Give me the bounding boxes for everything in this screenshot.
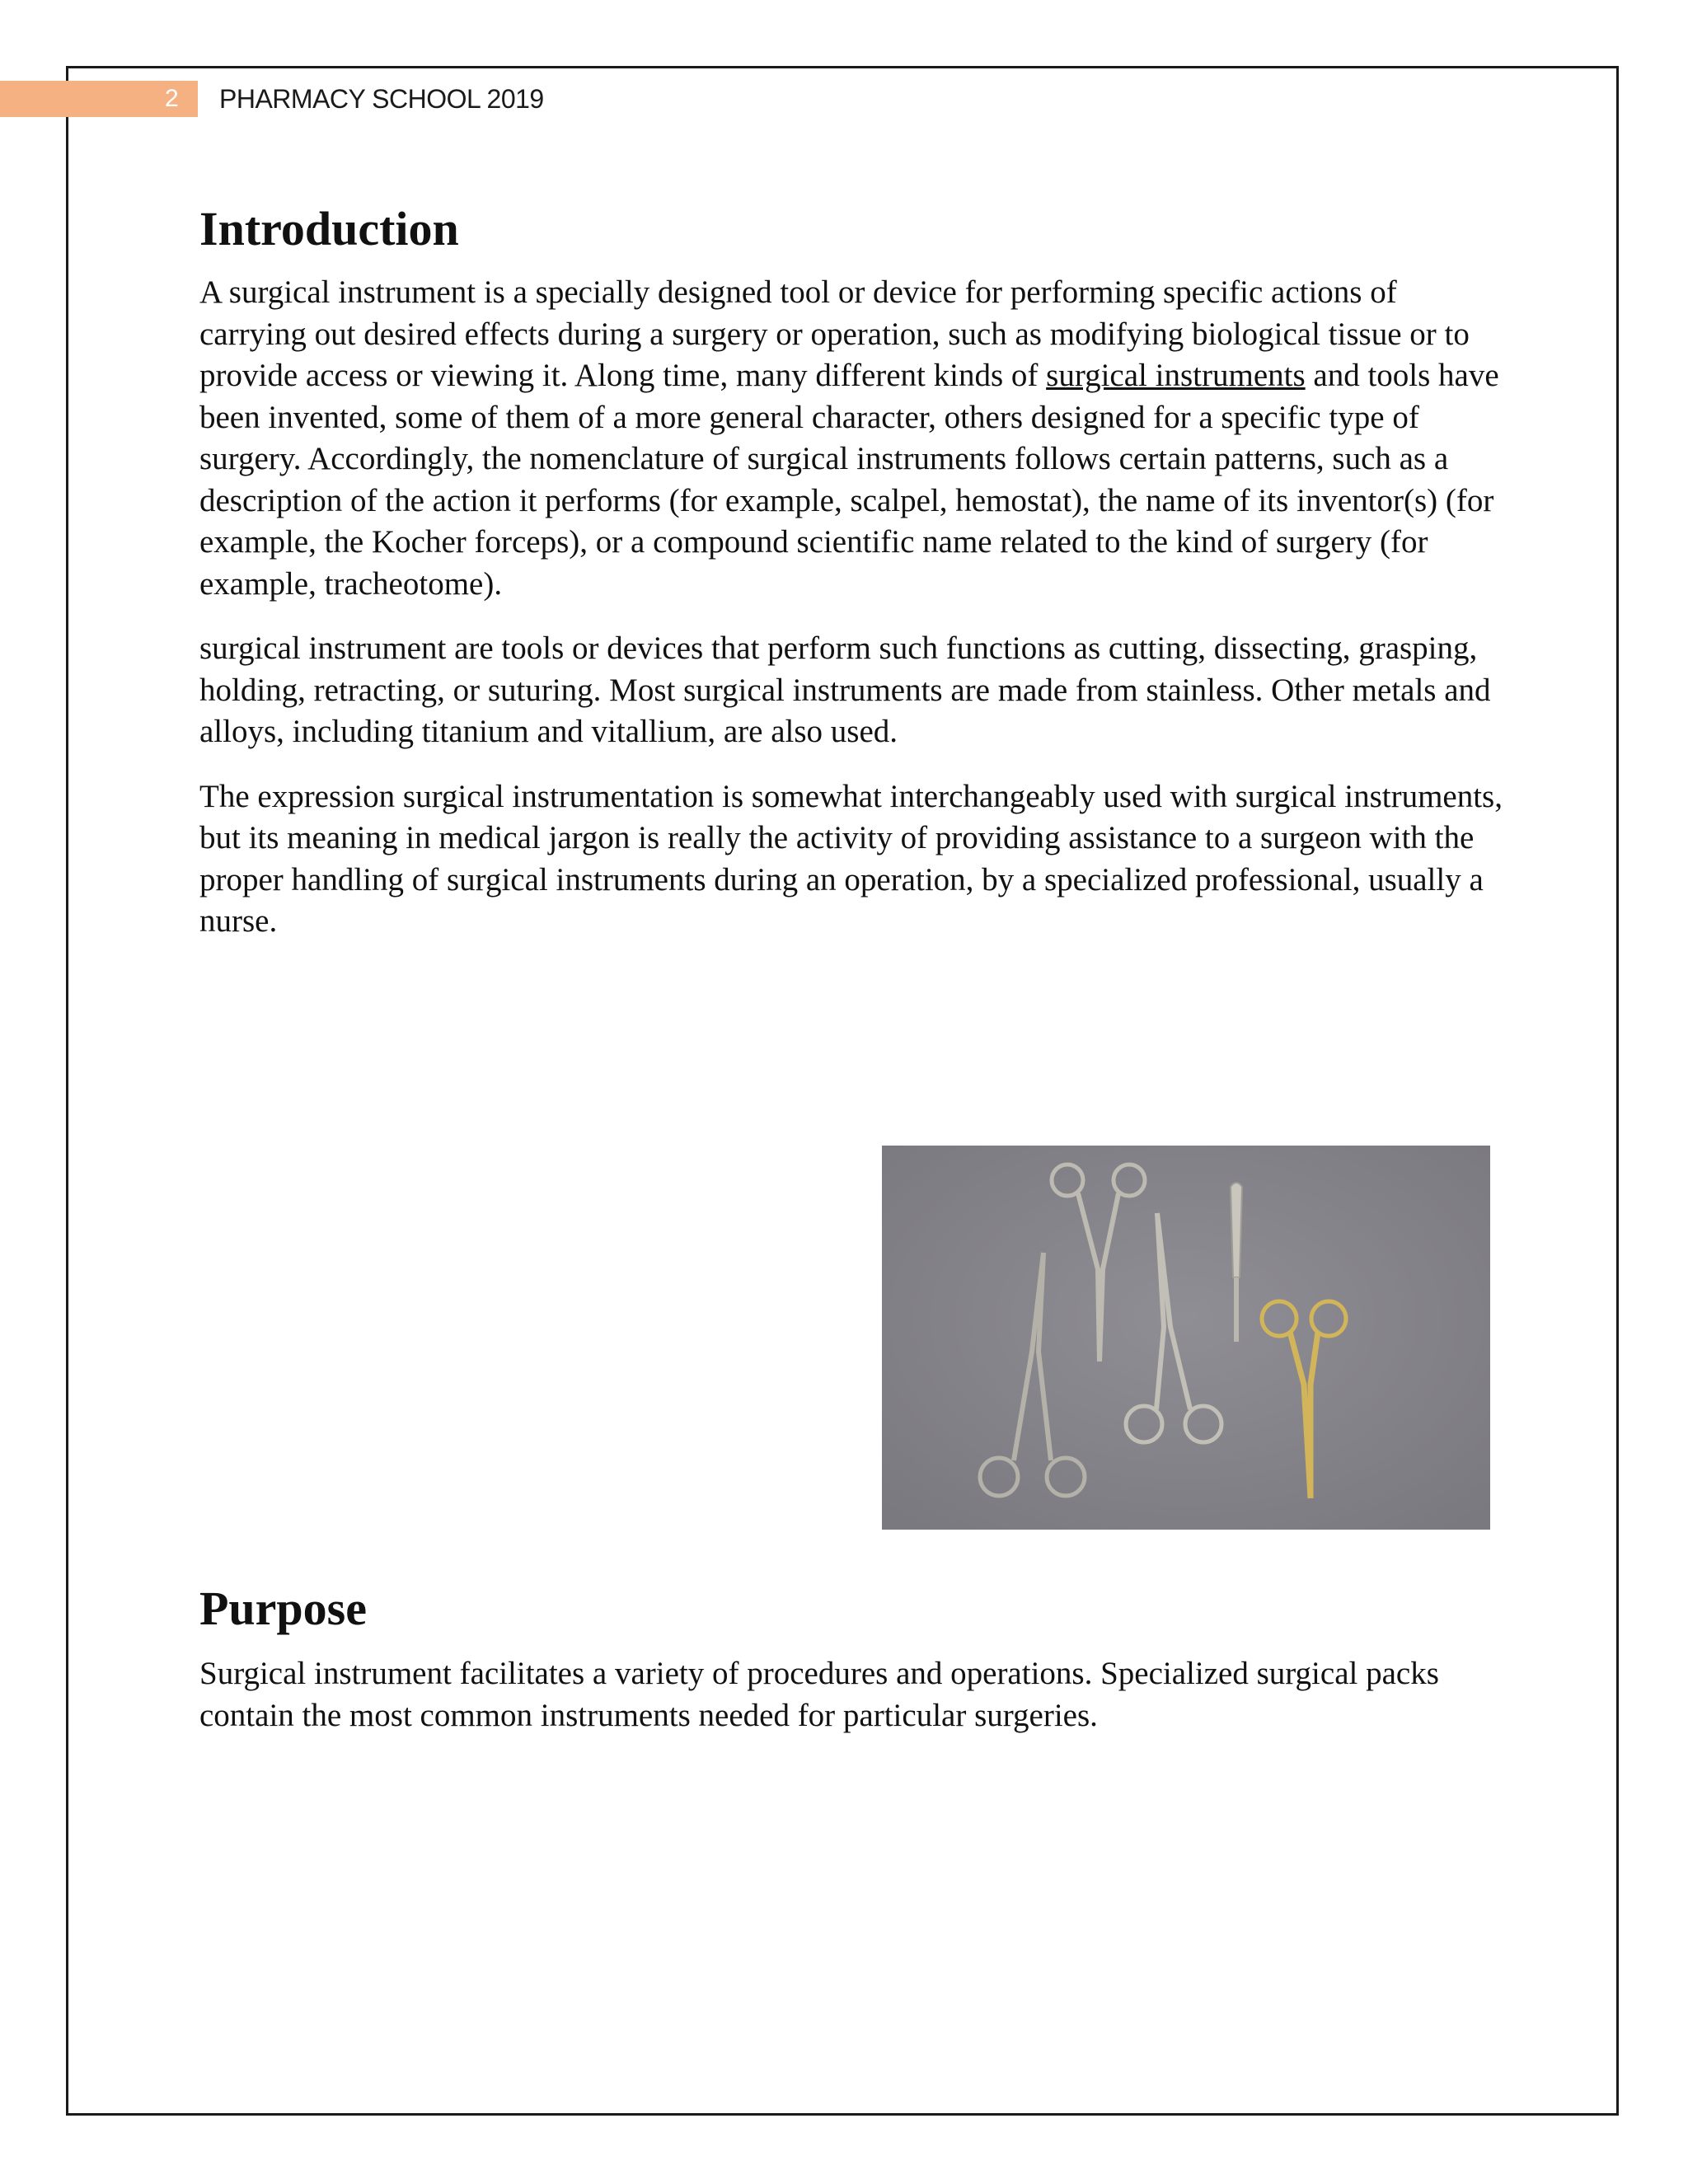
intro-paragraph-2: surgical instrument are tools or devices that perform such functions as cutting, dissecting, grasping, holding, retracting, or suturing. Most surgical instruments are made from stainless. Other metals and alloys, including titanium and vitallium, are also used. — [199, 630, 1491, 749]
page-number: 2 — [165, 85, 179, 112]
photo-background — [882, 1146, 1490, 1530]
intro-paragraph-1-text-b: and tools have been invented, some of them of a more general character, others designed for a specific type of surgery. Accordingly, the nomenclature of surgical instruments follows certain patterns, such as a description of the action it performs (for example, scalpel, hemostat), the name of its inventor(s) (for example, the Kocher forceps), or a compound scientific name related to the kind of surgery (for example, tracheotome). — [199, 358, 1499, 602]
introduction-heading: Introduction — [199, 202, 459, 255]
surgical-instruments-link[interactable]: surgical instruments — [1046, 358, 1306, 393]
running-header-title: PHARMACY SCHOOL 2019 — [219, 84, 544, 114]
purpose-heading: Purpose — [199, 1582, 367, 1635]
purpose-section — [199, 1576, 1510, 1736]
introduction-section — [199, 196, 1510, 943]
surgical-instruments-photo — [882, 1146, 1490, 1530]
intro-paragraph-1 — [199, 272, 1510, 605]
intro-paragraph-3: The expression surgical instrumentation is somewhat interchangeably used with surgical instruments, but its meaning in medical jargon is really the activity of providing assistance to a surgeon with the proper handling of surgical instruments during an operation, by a specialized professional, usually a nurse. — [199, 778, 1503, 939]
intro-paragraph-1-text-a: A surgical instrument is a specially designed tool or device for performing specific actions of carrying out desired effects during a surgery or operation, such as modifying biological tissue or to provide access or viewing it. Along time, many different kinds of — [199, 274, 1470, 393]
surgical-instruments-illustration — [882, 1146, 1490, 1530]
purpose-paragraph: Surgical instrument facilitates a variety of procedures and operations. Specialized surgical packs contain the most common instruments needed for particular surgeries. — [199, 1656, 1439, 1733]
